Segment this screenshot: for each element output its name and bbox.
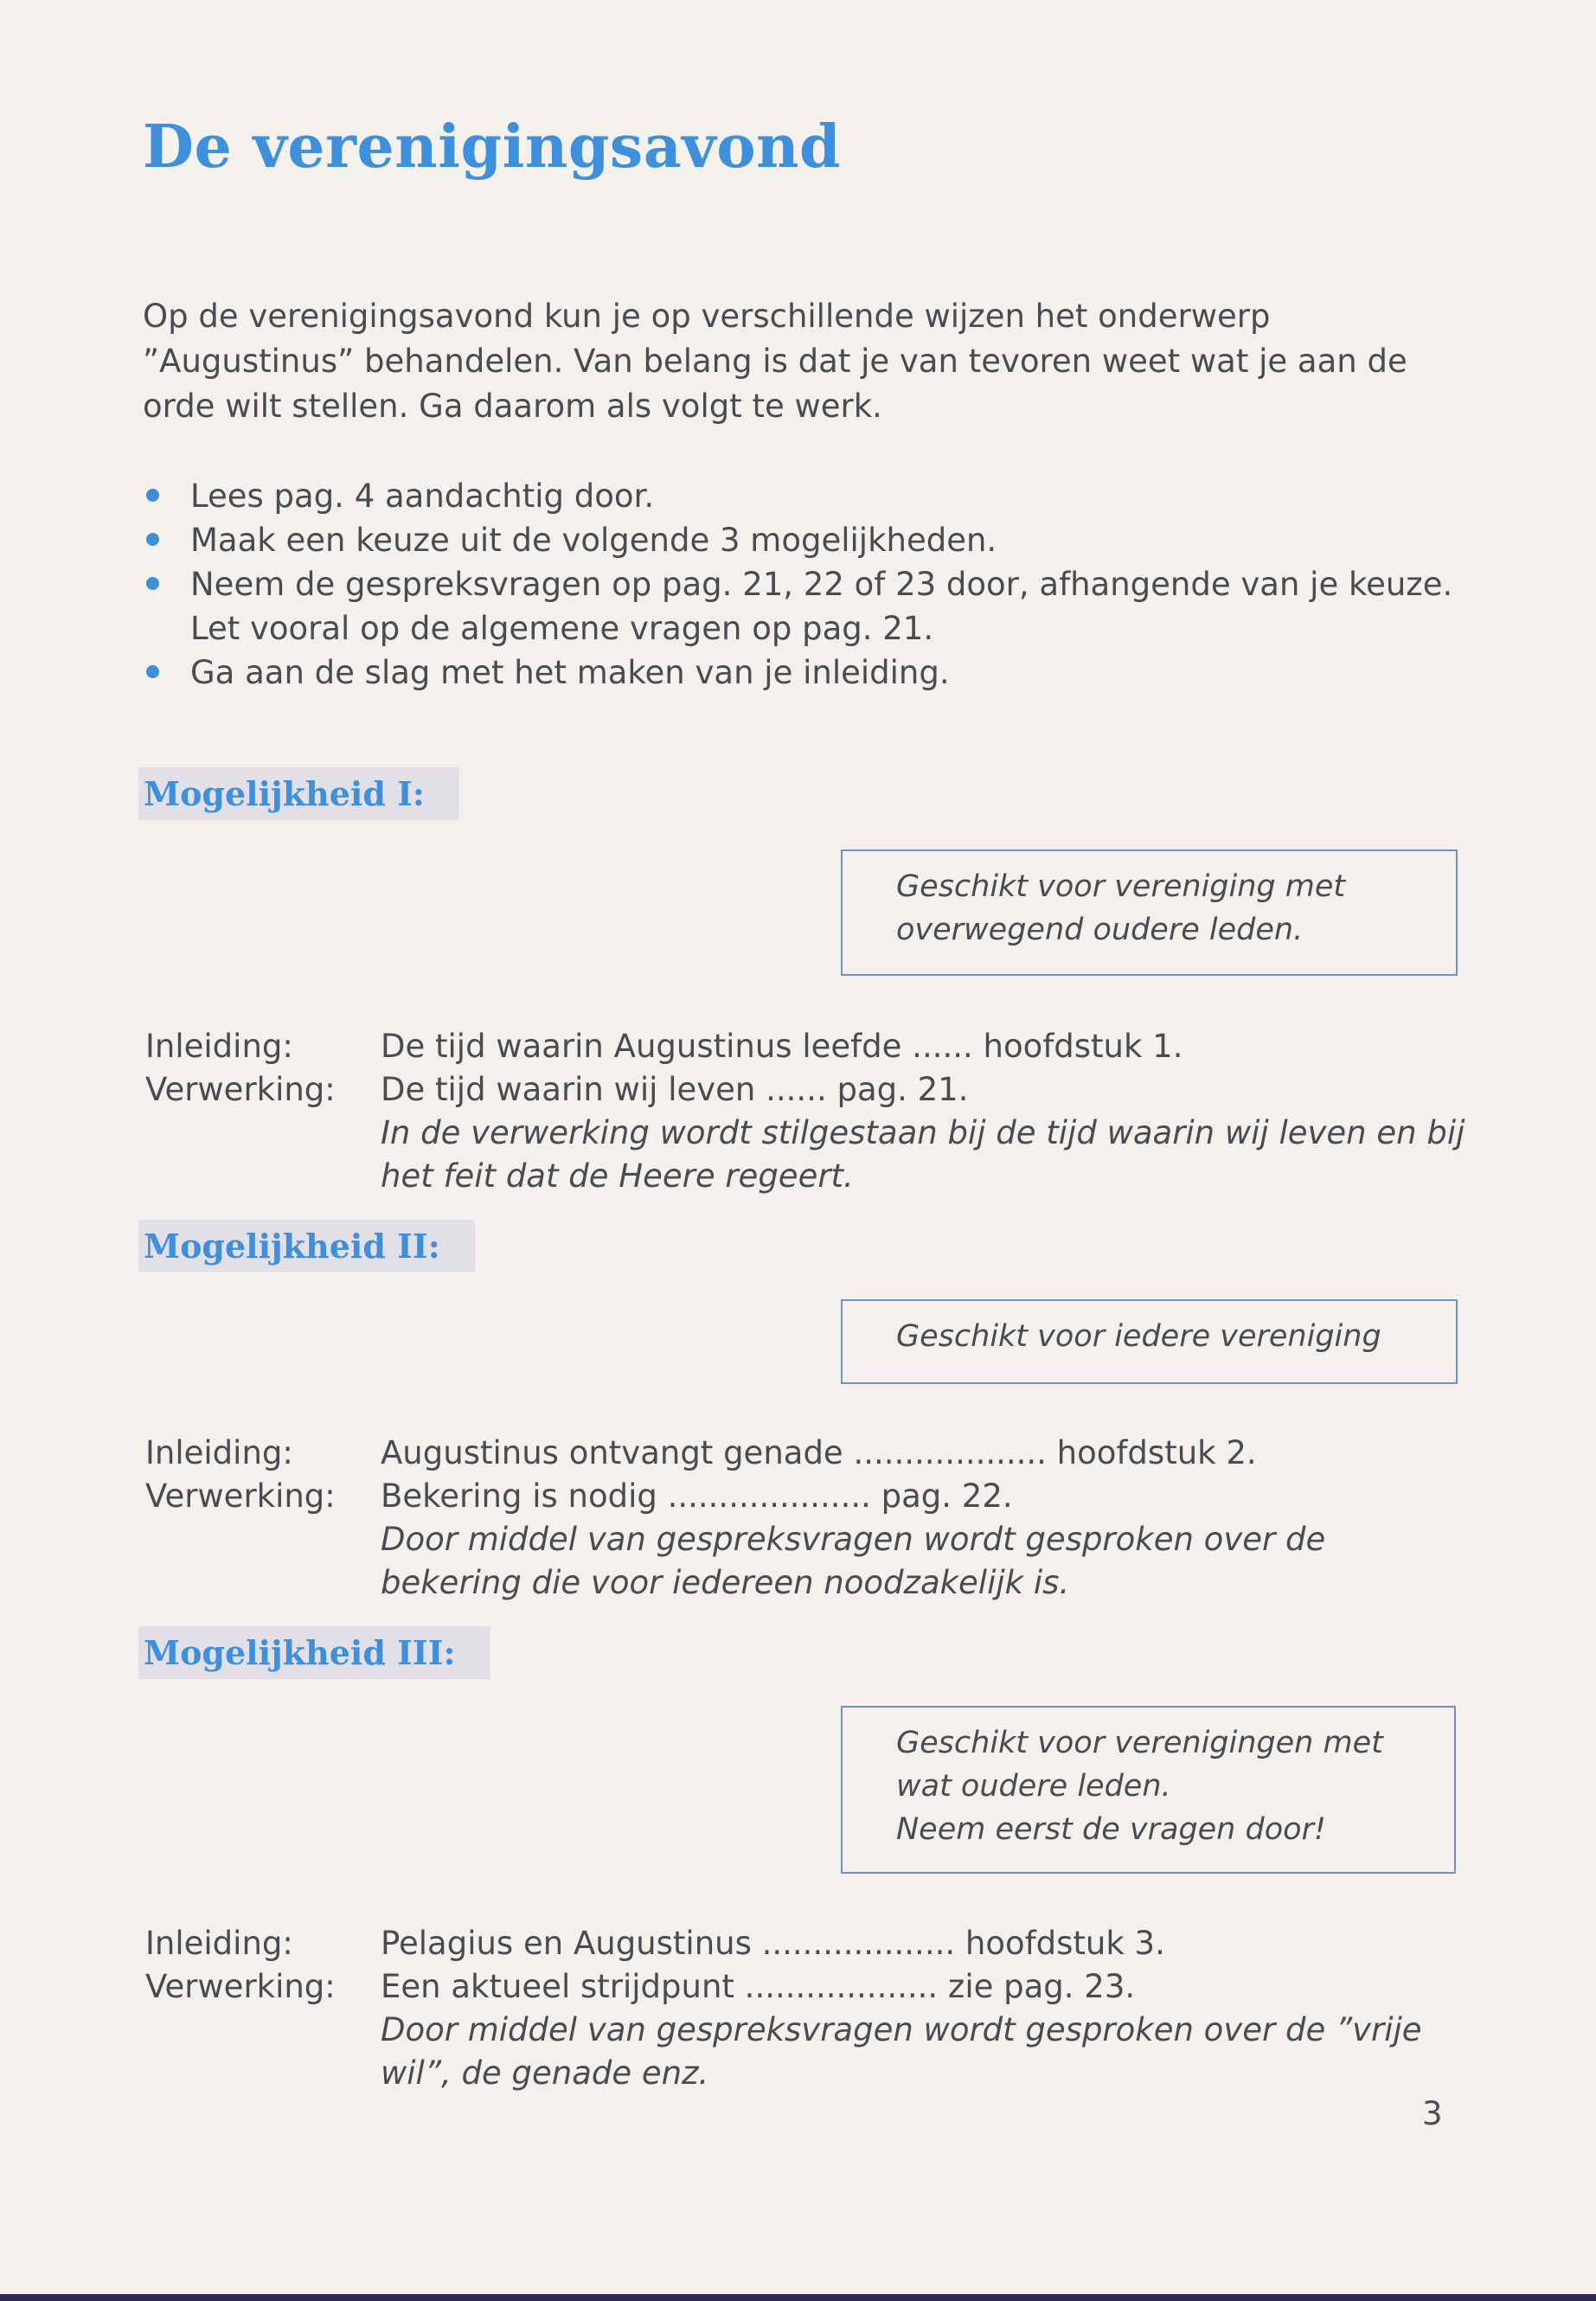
bullet-icon — [146, 489, 159, 502]
box-line: overwegend oudere leden. — [896, 913, 1304, 947]
page-title: De verenigingsavond — [143, 112, 842, 182]
option-3-audience-box — [841, 1706, 1456, 1874]
intro-paragraph: Op de verenigingsavond kun je op verschillende wijzen het onderwerp ”Augustinus” behandelen. Van belang is dat je van tevoren weet wat je aan de orde wilt stellen. Ga daarom als volgt te werk. — [143, 298, 1407, 425]
inleiding-text: Augustinus ontvangt genade ................... hoofdstuk 2. — [381, 1434, 1257, 1471]
verwerking-label: Verwerking: — [145, 1968, 336, 2005]
box-line: Neem eerst de vragen door! — [896, 1812, 1326, 1847]
bullet-icon — [146, 665, 159, 678]
verwerking-note: In de verwerking wordt stilgestaan bij de tijd waarin wij leven en bij het feit dat de Heere regeert. — [381, 1114, 1465, 1195]
list-item: Lees pag. 4 aandachtig door. — [143, 474, 1475, 518]
option-1-heading: Mogelijkheid I: — [138, 767, 459, 820]
box-line: Geschikt voor vereniging met — [896, 869, 1346, 904]
bullet-icon — [146, 533, 159, 546]
option-3-heading: Mogelijkheid III: — [138, 1626, 490, 1679]
inleiding-text: Pelagius en Augustinus ................... hoofdstuk 3. — [381, 1925, 1165, 1962]
inleiding-label: Inleiding: — [145, 1925, 293, 1962]
bottom-edge-strip — [0, 2294, 1596, 2301]
verwerking-label: Verwerking: — [145, 1477, 336, 1515]
list-item: Maak een keuze uit de volgende 3 mogelijkheden. — [143, 518, 1475, 562]
option-1-audience-box — [841, 849, 1458, 976]
option-2-heading: Mogelijkheid II: — [138, 1220, 475, 1272]
bullet-icon — [146, 577, 159, 590]
option-2-audience-box — [841, 1299, 1458, 1384]
list-item: Neem de gespreksvragen op pag. 21, 22 of 23 door, afhangende van je keuze. Let vooral op de algemene vragen op pag. 21. — [143, 562, 1475, 651]
instruction-list — [143, 474, 1475, 695]
verwerking-note: Door middel van gespreksvragen wordt gesproken over de ”vrije wil”, de genade enz. — [381, 2011, 1422, 2092]
box-line: wat oudere leden. — [896, 1769, 1171, 1804]
verwerking-text: Bekering is nodig .................... pag. 22. — [381, 1477, 1013, 1515]
page-number: 3 — [1422, 2095, 1443, 2132]
verwerking-note: Door middel van gespreksvragen wordt gesproken over de bekering die voor iedereen noodzakelijk is. — [381, 1521, 1326, 1601]
box-line: Geschikt voor verenigingen met — [896, 1726, 1383, 1760]
inleiding-label: Inleiding: — [145, 1028, 293, 1065]
inleiding-text: De tijd waarin Augustinus leefde ...... hoofdstuk 1. — [381, 1028, 1183, 1065]
verwerking-text: De tijd waarin wij leven ...... pag. 21. — [381, 1071, 969, 1108]
box-line: Geschikt voor iedere vereniging — [896, 1319, 1381, 1354]
verwerking-text: Een aktueel strijdpunt ................... zie pag. 23. — [381, 1968, 1136, 2005]
list-item: Ga aan de slag met het maken van je inleiding. — [143, 651, 1475, 695]
inleiding-label: Inleiding: — [145, 1434, 293, 1471]
verwerking-label: Verwerking: — [145, 1071, 336, 1108]
